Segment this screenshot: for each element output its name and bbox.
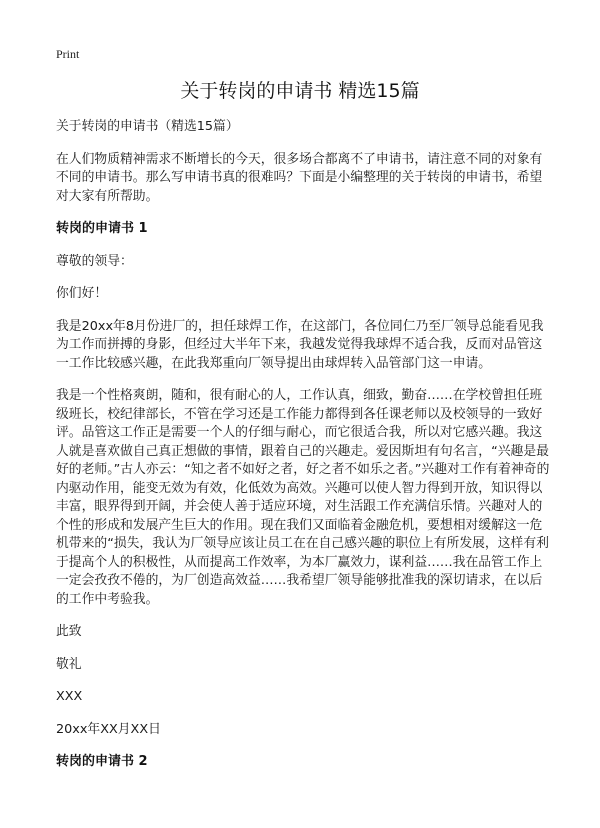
date-line: 20xx年XX月XX日 xyxy=(56,721,161,737)
closing-line-1: 此致 xyxy=(56,624,82,639)
signature: XXX xyxy=(56,689,83,704)
section-heading-2: 转岗的申请书 2 xyxy=(56,754,148,769)
section-heading-1: 转岗的申请书 1 xyxy=(56,221,148,236)
closing-line-2: 敬礼 xyxy=(56,656,82,672)
body-paragraph-1: 我是20xx年8月份进厂的，担任球焊工作，在这部门，各位同仁乃至厂领导总能看见我为工作而拼搏的身影，但经过大半年下来，我越发觉得我球焊不适合我，反而对品管这一工作比较感兴趣，在此我郑重向厂领导提出由球焊转入品管部门这一申请。 xyxy=(56,318,544,371)
greeting: 你们好！ xyxy=(56,286,108,301)
salutation: 尊敬的领导： xyxy=(56,253,133,269)
print-label: Print xyxy=(56,47,80,61)
document-subtitle: 关于转岗的申请书（精选15篇） xyxy=(56,119,239,134)
intro-paragraph: 在人们物质精神需求不断增长的今天，很多场合都离不了申请书，请注意不同的对象有不同的申请书。那么写申请书真的很难吗？下面是小编整理的关于转岗的申请书，希望对大家有所帮助。 xyxy=(56,151,543,204)
body-paragraph-2: 我是一个性格爽朗，随和，很有耐心的人，工作认真，细致，勤奋……在学校曾担任班级班长，校纪律部长，不管在学习还是工作能力都得到各任课老师以及校领导的一致好评。品管这工作正是需要一个人的仔细与耐心，而它很适合我，所以对它感兴趣。我这人就是喜欢做自己真正想做的事情，跟着自己的兴趣走。爱因斯坦有句名言，“兴趣是最好的老师。”古人亦云：“知之者不如好之者，好之者不如乐之者。”兴趣对工作有着神奇的内驱动作用，能变无效为有效，化低效为高效。兴趣可以使人智力得到开放，知识得以丰富，眼界得到开阔，并会使人善于适应环境，对生活跟工作充满信乐情。兴趣对人的个性的形成和发展产生巨大的作用。现在我们又面临着金融危机，要想相对缓解这一危机带来的“损失，我认为厂领导应该让员工在在自己感兴趣的职位上有所发展，这样有利于提高个人的积极性，从而提高工作效率，为本厂赢效力，谋利益……我在品管工作上一定会孜孜不倦的，为厂创造高效益……我希望厂领导能够批准我的深切请求，在以后的工作中考验我。 xyxy=(56,388,550,607)
document-body xyxy=(56,118,554,786)
page-title: 关于转岗的申请书 精选15篇 xyxy=(180,80,420,102)
